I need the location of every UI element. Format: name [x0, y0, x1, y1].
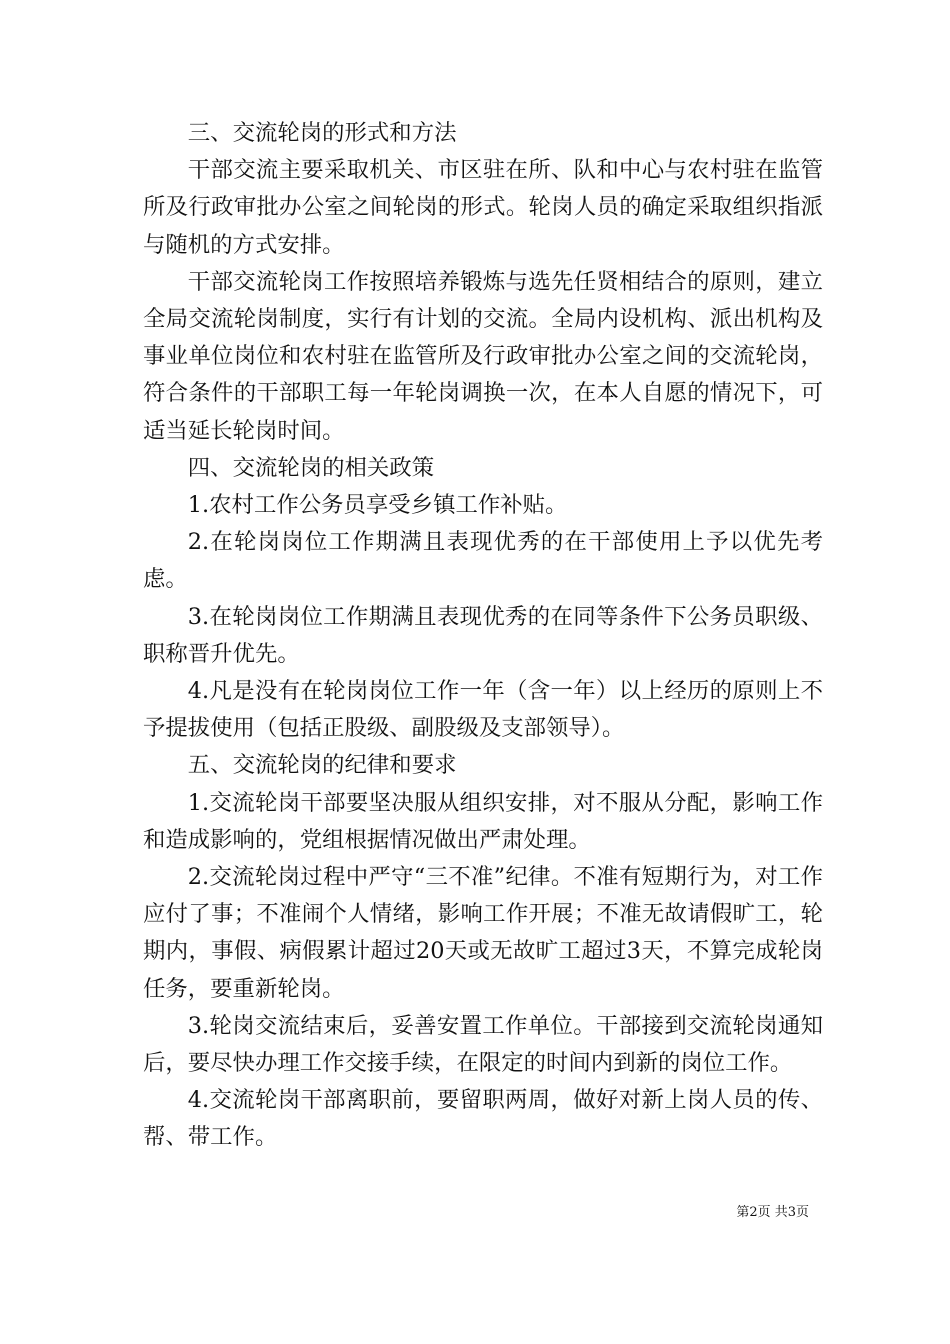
- section-heading: 五、交流轮岗的纪律和要求: [187, 752, 457, 779]
- paragraph: 1.交流轮岗干部要坚决服从组织安排，对不服从分配，影响工作和造成影响的，党组根据情况做出严肃处理。: [143, 789, 823, 853]
- document-body: [143, 115, 823, 1157]
- paragraph: 4.交流轮岗干部离职前，要留职两周，做好对新上岗人员的传、帮、带工作。: [143, 1087, 823, 1151]
- paragraph: 4.凡是没有在轮岗岗位工作一年（含一年）以上经历的原则上不予提拔使用（包括正股级、副股级及支部领导）。: [143, 678, 823, 742]
- paragraph: 干部交流主要采取机关、市区驻在所、队和中心与农村驻在监管所及行政审批办公室之间轮岗的形式。轮岗人员的确定采取组织指派与随机的方式安排。: [143, 157, 823, 258]
- page-number-footer: 第2页 共3页: [736, 1205, 809, 1220]
- section-heading: 三、交流轮岗的形式和方法: [187, 120, 457, 146]
- paragraph: 1.农村工作公务员享受乡镇工作补贴。: [187, 492, 568, 519]
- paragraph: 2.交流轮岗过程中严守“三不准”纪律。不准有短期行为，对工作应付了事；不准闹个人情绪，影响工作开展；不准无故请假旷工，轮期内，事假、病假累计超过20天或无故旷工超过3天，不算完成轮岗任务，要重新轮岗。: [143, 864, 823, 1002]
- section-heading: 四、交流轮岗的相关政策: [187, 454, 435, 481]
- paragraph: 干部交流轮岗工作按照培养锻炼与选先任贤相结合的原则，建立全局交流轮岗制度，实行有计划的交流。全局内设机构、派出机构及事业单位岗位和农村驻在监管所及行政审批办公室之间的交流轮岗，符合条件的干部职工每一年轮岗调换一次，在本人自愿的情况下，可适当延长轮岗时间。: [143, 268, 823, 444]
- paragraph: 3.轮岗交流结束后，妥善安置工作单位。干部接到交流轮岗通知后，要尽快办理工作交接手续，在限定的时间内到新的岗位工作。: [143, 1012, 823, 1077]
- paragraph: 2.在轮岗岗位工作期满且表现优秀的在干部使用上予以优先考虑。: [143, 529, 823, 593]
- paragraph: 3.在轮岗岗位工作期满且表现优秀的在同等条件下公务员职级、职称晋升优先。: [143, 603, 823, 667]
